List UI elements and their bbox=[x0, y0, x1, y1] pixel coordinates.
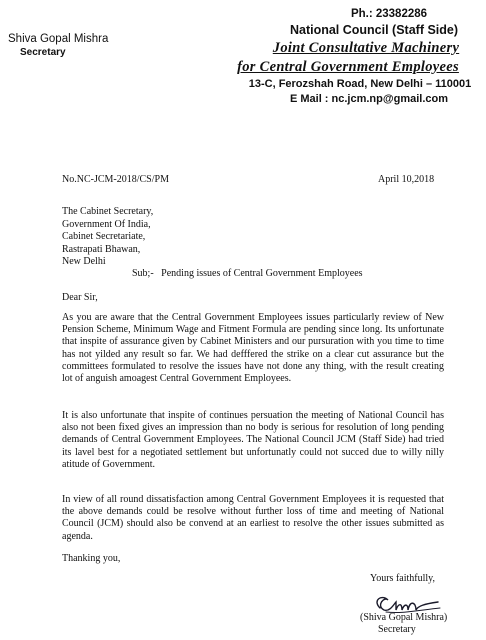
phone-number: Ph.: 23382286 bbox=[350, 8, 428, 20]
reference-number: No.NC-JCM-2018/CS/PM bbox=[62, 174, 169, 185]
salutation: Dear Sir, bbox=[62, 292, 98, 303]
closing-thanks: Thanking you, bbox=[62, 553, 121, 564]
office-address: 13-C, Ferozshah Road, New Delhi – 110001 bbox=[248, 78, 472, 90]
addressee-line: Rastrapati Bhawan, bbox=[62, 243, 141, 255]
sender-block bbox=[8, 32, 108, 59]
addressee-line: New Delhi bbox=[62, 256, 106, 267]
addressee-block bbox=[62, 206, 153, 269]
body-paragraph-1: As you are aware that the Central Government Employees issues particularly review of New Pension Scheme, Minimum Wage and Fitment Formula are pending since long. Its unfortunate that inspite of assurance given by Cabinet Ministers and our pursuration with you time to time has not yilded any result so far. We had defffered the strike on a clear cut assurance but the committees formulated to resolve the issues have not done any thing, with the result creating lot of anguish amoagest Central Government Employees. bbox=[62, 312, 444, 385]
jcm-line-1: Joint Consultative Machinery bbox=[272, 40, 460, 56]
sender-title: Secretary bbox=[20, 47, 66, 58]
signatory-title: Secretary bbox=[378, 624, 416, 635]
letterhead-block bbox=[237, 6, 474, 107]
body-paragraph-2: It is also unfortunate that inspite of continues persuation the meeting of National Council has also not been fixed gives an impression than no body is serious for resolution of long pending demands of Central Government Employees. The National Council JCM (Staff Side) had tried its lavel best for a negotiated settlement but unfortunatly could not succed due to willy nilly atitude of Government. bbox=[62, 410, 444, 470]
email-address: E Mail : nc.jcm.np@gmail.com bbox=[289, 93, 449, 105]
addressee-line: Cabinet Secretariate, bbox=[62, 231, 146, 242]
letter-date: April 10,2018 bbox=[378, 174, 435, 185]
addressee-line: The Cabinet Secretary, bbox=[62, 206, 154, 217]
addressee-line: Government Of India, bbox=[62, 218, 151, 230]
subject-line: Sub;- Pending issues of Central Government Employees bbox=[132, 268, 363, 279]
sender-name: Shiva Gopal Mishra bbox=[8, 33, 109, 45]
jcm-line-2: for Central Government Employees bbox=[237, 59, 459, 75]
council-name: National Council (Staff Side) bbox=[289, 23, 459, 37]
body-paragraph-3: In view of all round dissatisfaction among Central Government Employees it is requested that the above demands could be resolve without further loss of time and meeting of National Council (JCM) should also be convend at an earliest to resolve the other issues submitted as agenda. bbox=[62, 494, 444, 542]
closing-valediction: Yours faithfully, bbox=[370, 573, 436, 584]
signatory-name: (Shiva Gopal Mishra) bbox=[360, 612, 448, 623]
